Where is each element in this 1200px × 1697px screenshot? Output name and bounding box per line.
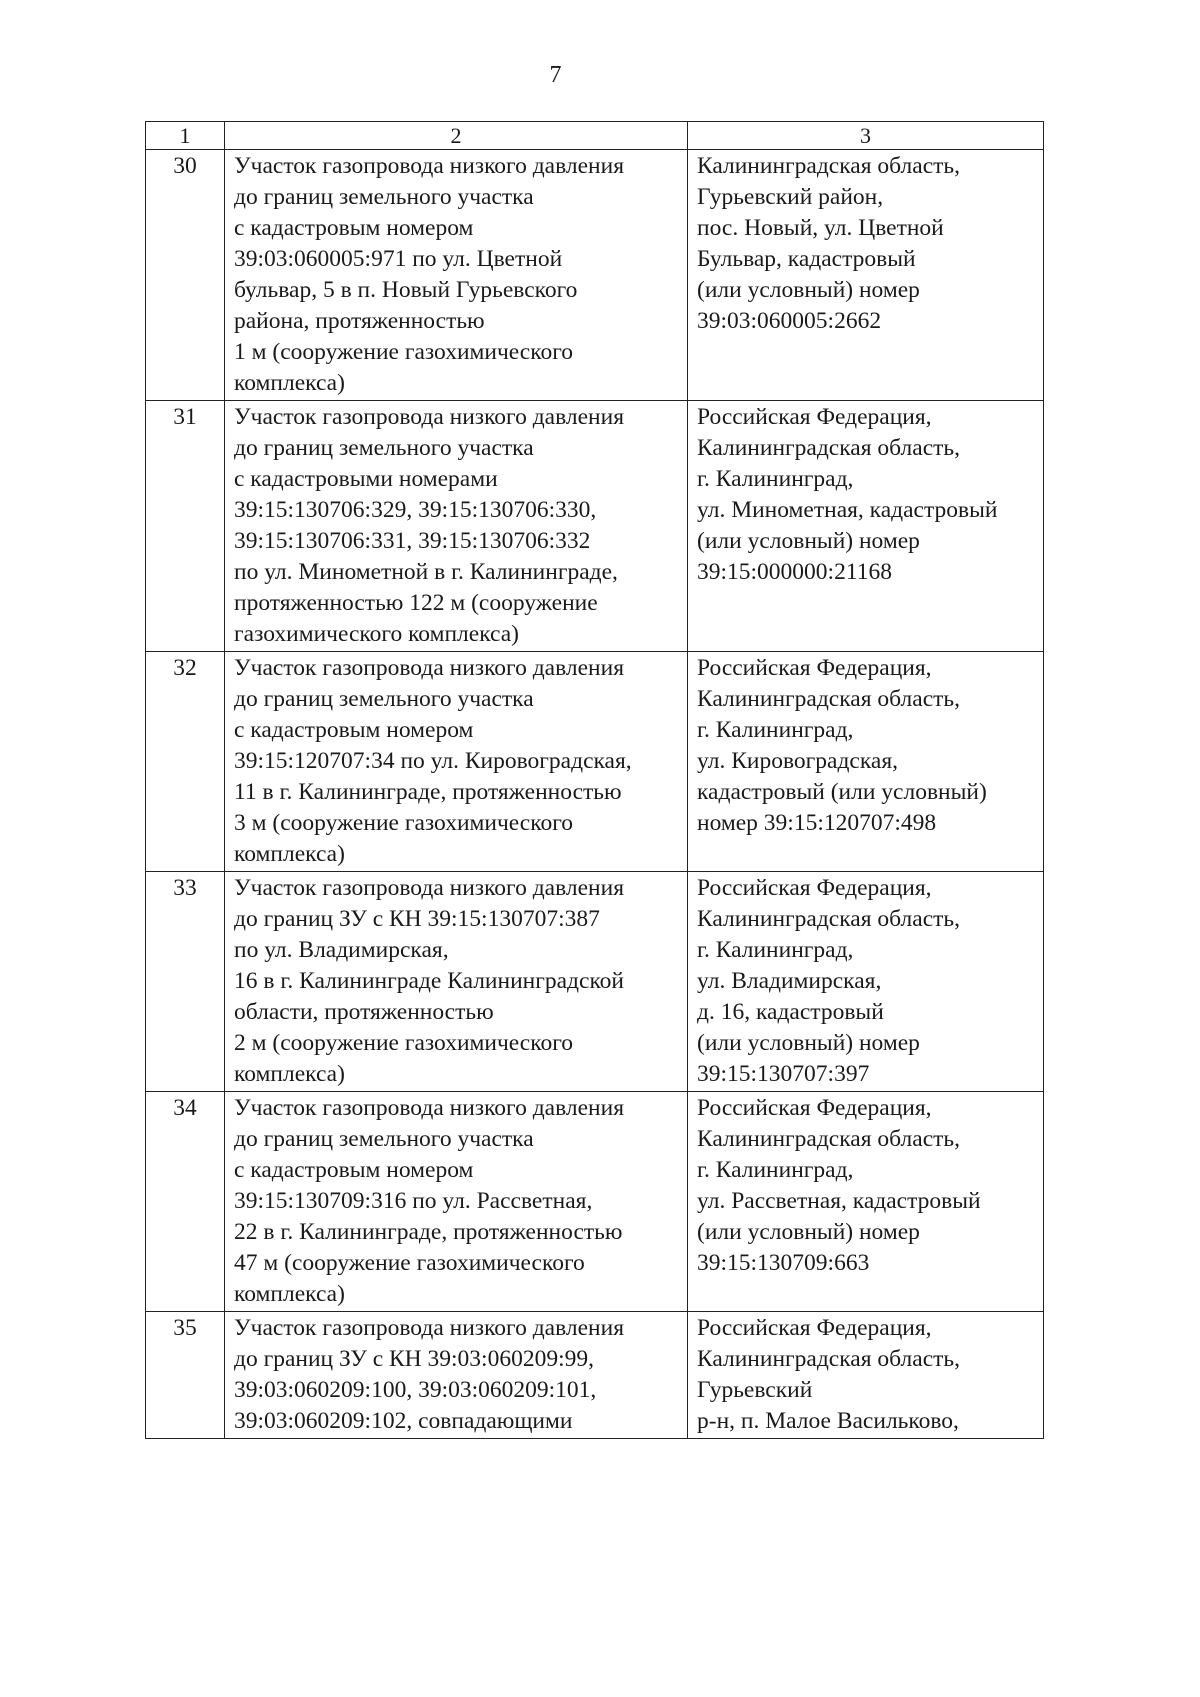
address-line: 39:03:060005:2662 [697,308,882,334]
object-description-line: Участок газопровода низкого давления [234,153,625,179]
address-line: ул. Владимирская, [697,968,882,994]
address-line: (или условный) номер [697,528,920,554]
object-description-line: комплекса) [234,1061,345,1087]
address-line: Калининградская область, [697,435,960,461]
address-cell [688,872,1044,1092]
object-description-line: 11 в г. Калининграде, протяженностью [234,779,622,805]
row-number: 31 [146,401,225,652]
table-row [146,872,1044,1092]
table-row [146,401,1044,652]
address-line: 39:15:130707:397 [697,1061,870,1087]
object-description-line: до границ земельного участка [234,686,534,712]
table-row [146,652,1044,872]
address-cell [688,150,1044,401]
address-line: Калининградская область, [697,906,960,932]
address-line: Гурьевский район, [697,184,884,210]
address-line: Калининградская область, [697,1346,960,1372]
address-line: д. 16, кадастровый [697,999,884,1025]
address-line: (или условный) номер [697,1219,920,1245]
address-line: г. Калининград, [697,717,854,743]
object-description-line: района, протяженностью [234,308,485,334]
object-description-line: Участок газопровода низкого давления [234,404,625,430]
object-description-line: области, протяженностью [234,999,494,1025]
address-line: Калининградская область, [697,686,960,712]
address-line: р-н, п. Малое Васильково, [697,1408,959,1434]
object-description-line: 39:03:060209:100, 39:03:060209:101, [234,1377,597,1403]
address-line: ул. Минометная, кадастровый [697,497,998,523]
address-cell [688,401,1044,652]
object-description-cell [225,401,688,652]
object-description-line: с кадастровым номером [234,717,474,743]
address-line: ул. Рассветная, кадастровый [697,1188,981,1214]
address-cell [688,652,1044,872]
object-description-line: с кадастровым номером [234,1157,474,1183]
object-description-line: по ул. Минометной в г. Калининграде, [234,559,618,585]
table-row [146,1092,1044,1312]
object-description-line: до границ земельного участка [234,1126,534,1152]
document-table [145,121,1044,1439]
object-description-line: 3 м (сооружение газохимического [234,810,574,836]
object-description-line: комплекса) [234,841,345,867]
object-description-cell [225,1092,688,1312]
row-number: 32 [146,652,225,872]
address-line: Бульвар, кадастровый [697,246,916,272]
address-line: 39:15:000000:21168 [697,559,892,585]
address-line: (или условный) номер [697,277,920,303]
address-line: (или условный) номер [697,1030,920,1056]
object-description-line: 47 м (сооружение газохимического [234,1250,585,1276]
row-number: 34 [146,1092,225,1312]
object-description-line: 39:03:060209:102, совпадающими [234,1408,573,1434]
object-description-line: 39:15:120707:34 по ул. Кировоградская, [234,748,632,774]
address-line: Российская Федерация, [697,1315,932,1341]
object-description-line: 16 в г. Калининграде Калининградской [234,968,624,994]
address-line: номер 39:15:120707:498 [697,810,937,836]
object-description-cell [225,652,688,872]
object-description-line: до границ земельного участка [234,435,534,461]
object-description-line: 39:15:130706:329, 39:15:130706:330, [234,497,597,523]
address-line: 39:15:130709:663 [697,1250,870,1276]
address-line: Калининградская область, [697,1126,960,1152]
address-line: Российская Федерация, [697,875,932,901]
header-col-1: 1 [146,122,225,150]
object-description-line: 39:15:130709:316 по ул. Рассветная, [234,1188,593,1214]
object-description-line: Участок газопровода низкого давления [234,1315,625,1341]
table-header-row [146,122,1044,150]
object-description-line: до границ ЗУ с КН 39:15:130707:387 [234,906,600,932]
address-line: Гурьевский [697,1377,813,1403]
object-description-line: с кадастровым номером [234,215,474,241]
object-description-cell [225,1312,688,1439]
table-row [146,150,1044,401]
address-line: г. Калининград, [697,1157,854,1183]
table-row [146,1312,1044,1439]
address-line: ул. Кировоградская, [697,748,899,774]
address-line: кадастровый (или условный) [697,779,987,805]
table-body [146,122,1044,1439]
object-description-line: комплекса) [234,370,345,396]
object-description-line: 2 м (сооружение газохимического [234,1030,574,1056]
address-line: Калининградская область, [697,153,960,179]
object-description-line: Участок газопровода низкого давления [234,655,625,681]
object-description-line: по ул. Владимирская, [234,937,449,963]
object-description-cell [225,872,688,1092]
object-description-line: бульвар, 5 в п. Новый Гурьевского [234,277,578,303]
address-line: Российская Федерация, [697,404,932,430]
object-description-cell [225,150,688,401]
object-description-line: 1 м (сооружение газохимического [234,339,574,365]
row-number: 33 [146,872,225,1092]
object-description-line: 22 в г. Калининграде, протяженностью [234,1219,623,1245]
address-line: г. Калининград, [697,466,854,492]
object-description-line: Участок газопровода низкого давления [234,875,625,901]
page-number: 7 [549,62,562,88]
row-number: 30 [146,150,225,401]
object-description-line: 39:03:060005:971 по ул. Цветной [234,246,563,272]
object-description-line: 39:15:130706:331, 39:15:130706:332 [234,528,591,554]
address-line: Российская Федерация, [697,1095,932,1121]
header-col-3: 3 [688,122,1044,150]
object-description-line: с кадастровыми номерами [234,466,498,492]
address-cell [688,1092,1044,1312]
object-description-line: газохимического комплекса) [234,621,520,647]
object-description-line: Участок газопровода низкого давления [234,1095,625,1121]
address-cell [688,1312,1044,1439]
header-col-2: 2 [225,122,688,150]
object-description-line: до границ ЗУ с КН 39:03:060209:99, [234,1346,594,1372]
address-line: пос. Новый, ул. Цветной [697,215,944,241]
row-number: 35 [146,1312,225,1439]
address-line: Российская Федерация, [697,655,932,681]
object-description-line: до границ земельного участка [234,184,534,210]
address-line: г. Калининград, [697,937,854,963]
object-description-line: протяженностью 122 м (сооружение [234,590,598,616]
object-description-line: комплекса) [234,1281,345,1307]
